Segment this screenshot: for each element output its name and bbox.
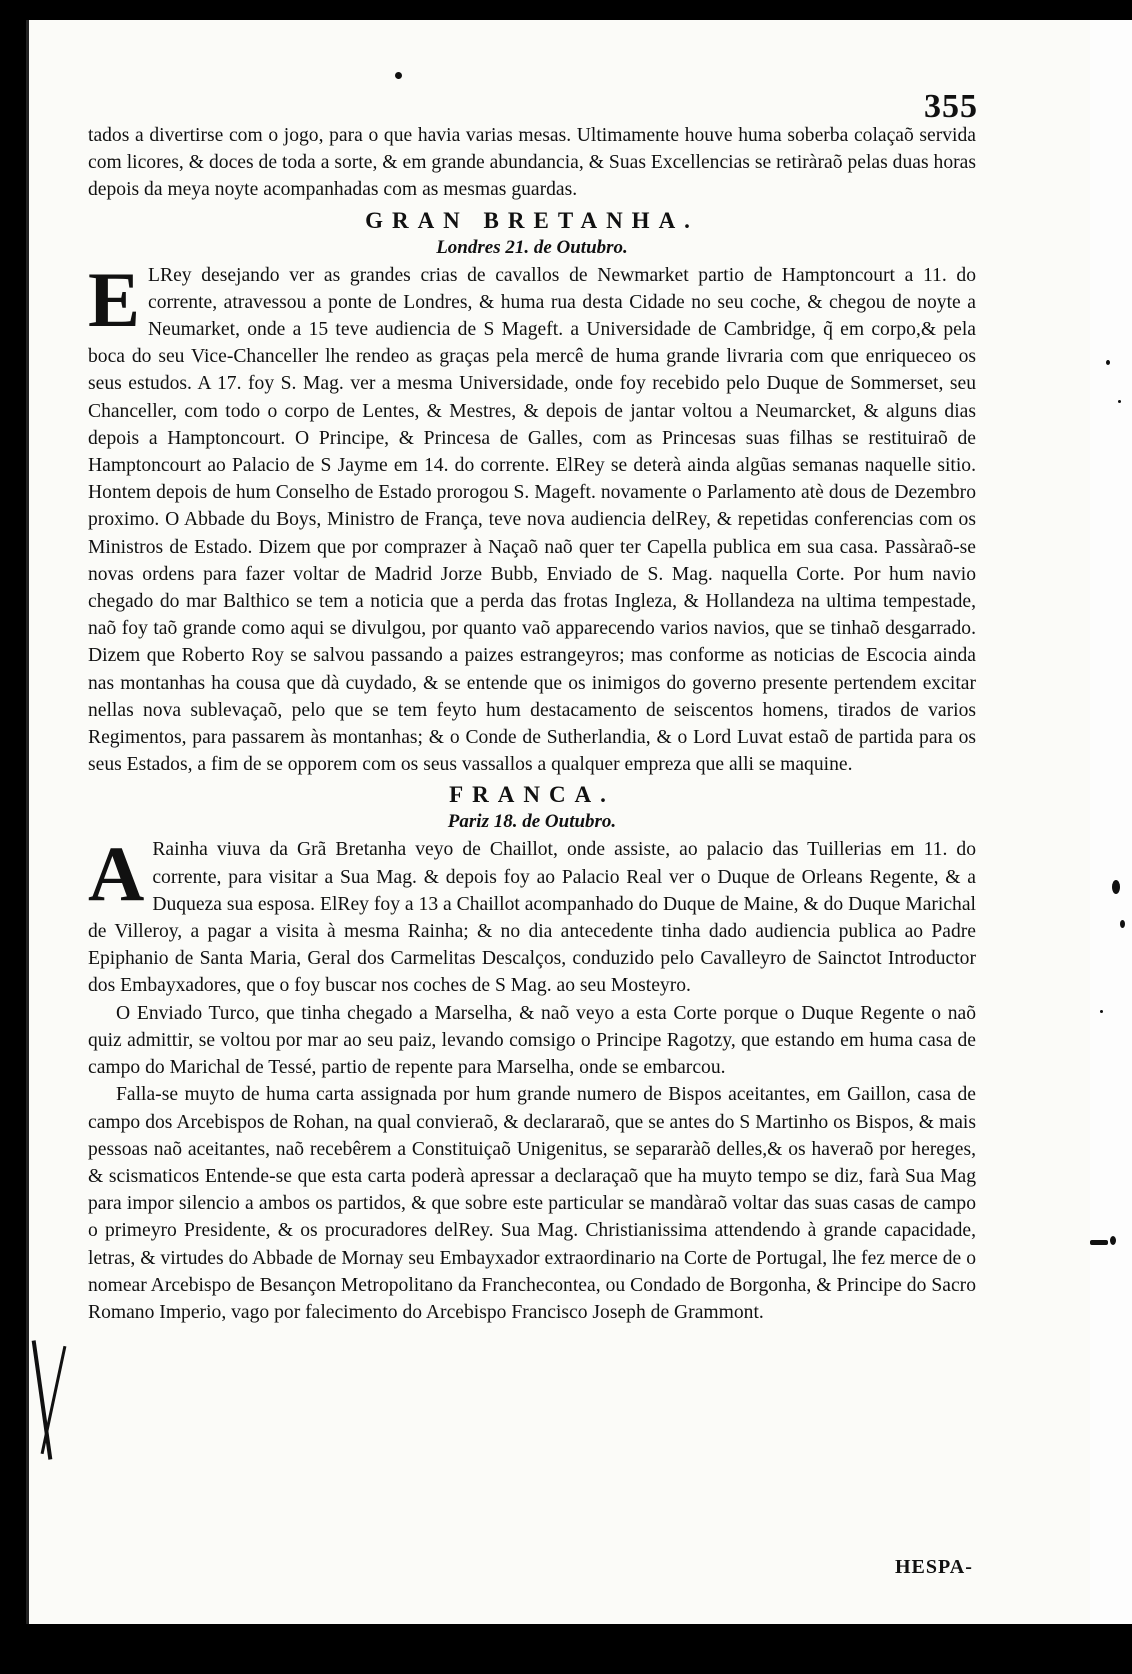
paragraph-france-2: O Enviado Turco, que tinha chegado a Marselha, & naõ veyo a esta Corte porque o Duque Regente o naõ quiz admittir, se voltou por mar ao seu paiz, levando comsigo o Principe Ragotzy, que estando em huma casa de campo do Marichal de Tessé, partio de repente para Marselha, onde se embarcou. <box>88 1002 976 1079</box>
scan-border-bottom <box>0 1624 1132 1674</box>
scan-speck <box>1106 360 1110 365</box>
page-right-margin <box>1090 20 1132 1630</box>
scan-speck <box>1118 400 1121 403</box>
paragraph-britain <box>88 255 976 779</box>
section-heading-britain: GRAN BRETANHA. <box>365 207 699 233</box>
dropcap-france: A <box>88 830 145 918</box>
scan-speck <box>1110 1236 1116 1245</box>
article-body <box>88 122 976 1326</box>
paragraph-france-3: Falla-se muyto de huma carta assignada por hum grande numero de Bispos aceitantes, em Gaillon, casa de campo dos Arcebispos de Rohan, na qual convieraõ, & declararaõ, que se antes do S Martinho os Bispos, & mais pessoas naõ aceitantes, naõ recebêrem a Constituiçaõ Unigenitus, se separaràõ delles,& os haveraõ por hereges, & scismaticos Entende-se que esta carta poderà apressar a declaraçaõ que ha muyto tempo se diz, farà Sua Mag para impor silencio a ambos os partidos, & que sobre este particular se mandàraõ voltar das suas casas de campo o primeyro Presidente, & os procuradores delRey. Sua Mag. Christianissima attendendo à grande capacidade, letras, & virtudes do Abbade de Mornay seu Embayxador extraordinario na Corte de Portugal, lhe fez merce de o nomear Arcebispo de Besançon Metropolitano da Franchecontea, ou Condado de Borgonha, & Principe do Sacro Romano Imperio, vago por falecimento do Arcebispo Francisco Joseph de Grammont. <box>88 1084 976 1323</box>
catchword: HESPA- <box>895 1556 973 1578</box>
dropcap-britain: E <box>88 255 141 343</box>
page-number: 355 <box>924 88 978 125</box>
paragraph-britain-text: LRey desejando ver as grandes crias de cavallos de Newmarket partio de Hamptoncourt a 11. do corrente, atravessou a ponte de Londres, & huma rua desta Cidade no seu coche, & chegou de noyte a Neumarket, onde a 15 teve audiencia de S Mageft. a Universidade de Cambridge, q̃ em corpo,& pela boca do seu Vice-Chanceller lhe rendeo as graças pela mercê de huma grande livraria com que enriqueceo os seus estudos. A 17. foy S. Mag. ver a mesma Universidade, onde foy recebido pelo Duque de Sommerset, seu Chanceller, com todo o corpo de Lentes, & Mestres, & depois de jantar voltou a Neumarcket, & alguns dias depois a Hamptoncourt. O Principe, & Princesa de Galles, com as Princesas suas filhas se restituiraõ de Hamptoncourt ao Palacio de S Jayme em 14. do corrente. ElRey se deterà ainda algũas semanas naquelle sitio. Hontem depois de hum Conselho de Estado prorogou S. Mageft. novamente o Parlamento atè dous de Dezembro proximo. O Abbade du Boys, Ministro de França, teve nova audiencia delRey, & repetidas conferencias com os Ministros de Estado. Dizem que por comprazer à Naçaõ naõ quer ter Capella publica em sua casa. Passàraõ-se novas ordens para fazer voltar de Madrid Jorze Bubb, Enviado de S. Mag. naquella Corte. Por hum navio chegado do mar Balthico se tem a noticia que a perda das frotas Ingleza, & Hollandeza na ultima tempestade, naõ foy taõ grande como aqui se divulgou, por quanto vaõ apparecendo varios navios, que se tinhaõ desgarrado. Dizem que Roberto Roy se salvou passando a paizes estrangeyros; mas conforme as noticias de Escocia ainda nas montanhas ha cousa que dà cuydado, & se entende que os inimigos do governo presente pertendem excitar nellas nova sublevaçaõ, pelo que se tem feyto hum destacamento de seiscentos homens, tirados de varios Regimentos, para passarem às montanhas; & o Conde de Sutherlandia, & o Lord Luvat estaõ de partida para os seus Estados, a fim de se opporem com os seus vassallos a qualquer empreza que alli se maquine. <box>88 264 976 776</box>
paragraph-france-1 <box>88 830 976 999</box>
scan-speck <box>1120 920 1125 928</box>
intro-paragraph: tados a divertirse com o jogo, para o que havia varias mesas. Ultimamente houve huma soberba colaçaõ servida com licores, & doces de toda a sorte, & em grande abundancia, & Suas Excellencias se retiràraõ pelas duas horas depois da meya noyte acompanhadas com as mesmas guardas. <box>88 125 976 201</box>
dateline-britain: Londres 21. de Outubro. <box>436 236 628 258</box>
section-heading-france: FRANCA. <box>449 782 615 808</box>
scan-speck <box>1090 1240 1108 1245</box>
scan-speck <box>1100 1010 1103 1013</box>
dateline-france: Pariz 18. de Outubro. <box>447 811 617 833</box>
scan-speck <box>1112 880 1120 894</box>
paragraph-france-1-text: Rainha viuva da Grã Bretanha veyo de Chaillot, onde assiste, ao palacio das Tuillerias em 11. do corrente, para visitar a Sua Mag. & depois foy ao Palacio Real ver o Duque de Orleans Regente, & a Duqueza sua esposa. ElRey foy a 13 a Chaillot acompanhado do Duque de Maine, & do Duque Marichal de Villeroy, a pagar a visita à mesma Rainha; & no dia antecedente tinha dado audiencia publica ao Padre Epiphanio de Santa Maria, Geral dos Carmelitas Descalços, conduzido pelo Cavalleyro de Sainctot Introductor dos Embayxadores, que o foy buscar nos coches de S Mag. ao seu Mosteyro. <box>88 839 976 997</box>
